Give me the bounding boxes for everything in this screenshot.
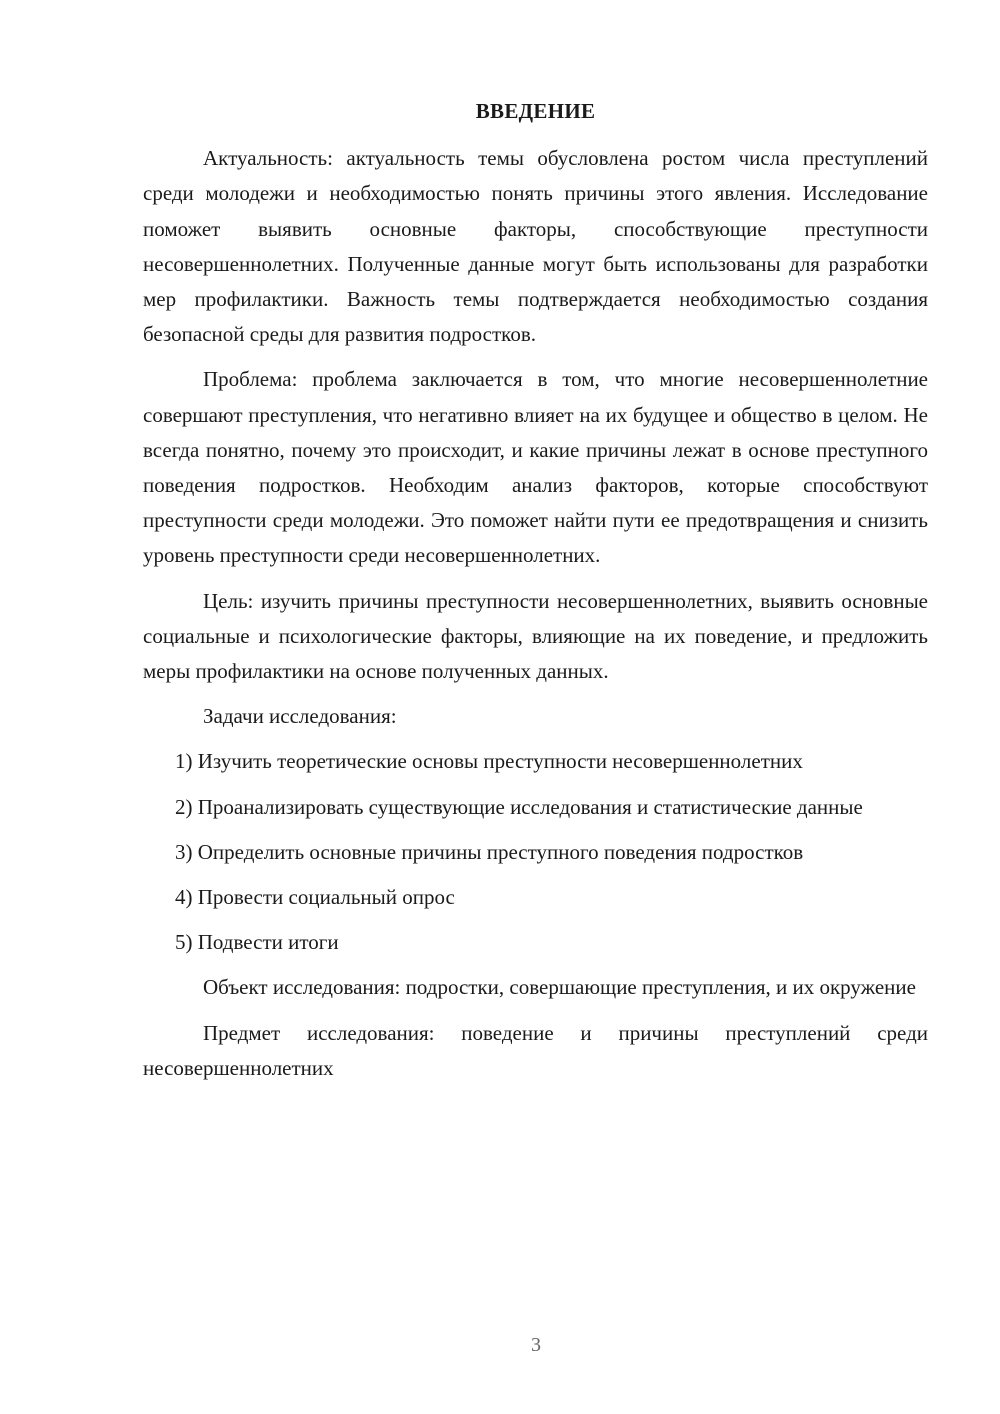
task-item: 5) Подвести итоги [175,930,339,955]
document-page [143,94,928,1096]
page-title: ВВЕДЕНИЕ [475,99,596,123]
paragraph-subject: Предмет исследования: поведение и причины преступлений среди несовершеннолетних [143,1020,928,1080]
task-item: 3) Определить основные причины преступного поведения подростков [175,839,804,864]
task-item: 4) Провести социальный опрос [175,885,455,910]
paragraph-goal: Цель: изучить причины преступности несовершеннолетних, выявить основные социальные и психологические факторы, влияющие на их поведение, и предложить меры профилактики на основе полученных данных. [143,588,928,684]
tasks-title: Задачи исследования: [203,704,397,729]
page-number: 3 [531,1334,541,1356]
task-item: 1) Изучить теоретические основы преступности несовершеннолетних [175,749,803,774]
paragraph-problem: Проблема: проблема заключается в том, что многие несовершеннолетние совершают преступления, что негативно влияет на их будущее и общество в целом. Не всегда понятно, почему это происходит, и какие причины лежат в основе преступного поведения подростков. Необходим анализ факторов, которые способствуют преступности среди молодежи. Это поможет найти пути ее предотвращения и снизить уровень преступности среди несовершеннолетних. [143,367,928,568]
paragraph-relevance: Актуальность: актуальность темы обусловлена ростом числа преступлений среди молодежи и необходимостью понять причины этого явления. Исследование поможет выявить основные факторы, способствующие преступности несовершеннолетних. Полученные данные могут быть использованы для разработки мер профилактики. Важность темы подтверждается необходимостью создания безопасной среды для развития подростков. [143,146,928,347]
task-item: 2) Проанализировать существующие исследования и статистические данные [175,794,863,819]
paragraph-object: Объект исследования: подростки, совершающие преступления, и их окружение [203,975,916,1000]
tasks-list [143,744,928,960]
